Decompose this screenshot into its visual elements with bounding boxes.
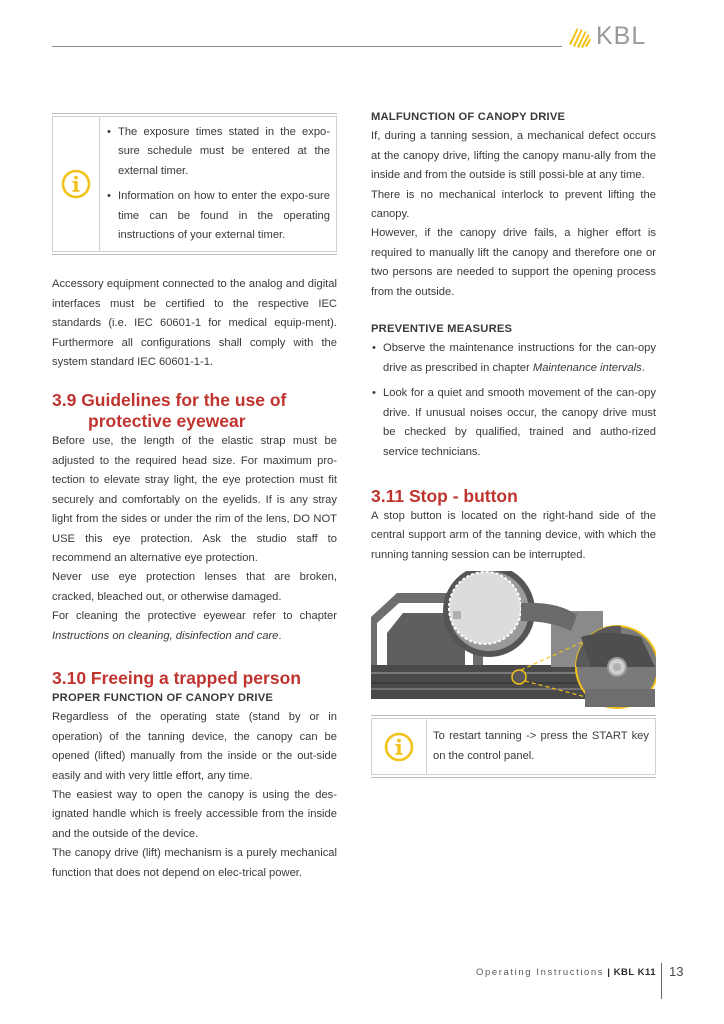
section-3-10-title: 3.10 Freeing a trapped person — [52, 667, 301, 688]
section-3-11-title: 3.11 Stop - button — [371, 485, 518, 506]
logo-text: KBL — [596, 22, 647, 50]
kbl-logo-icon — [566, 24, 592, 50]
info-icon-cell — [371, 719, 427, 774]
preventive-item-1-suffix: . — [641, 361, 645, 374]
page-number: 13 — [669, 964, 684, 979]
info-icon-cell — [52, 117, 100, 251]
section-3-9-title-line1: 3.9 Guidelines for the use of — [52, 390, 287, 411]
preventive-item-1 — [371, 339, 656, 378]
section-3-9-para3-suffix: . — [278, 629, 282, 642]
left-column — [52, 113, 337, 883]
page-footer — [0, 963, 724, 1003]
info-item-2: • Information on how to enter the expo-sure time can be found in the operating instructions of your external timer. — [106, 187, 330, 245]
footer-doc-title: Operating Instructions — [476, 967, 605, 978]
info-box-restart — [371, 715, 656, 778]
proper-function-heading: PROPER FUNCTION OF CANOPY DRIVE — [52, 691, 274, 704]
info-icon — [384, 732, 414, 762]
footer-product: KBL K11 — [613, 967, 656, 978]
malfunction-para3: However, if the canopy drive fails, a higher effort is required to manually lift the canopy and therefore one or two persons are needed to support the opening process from the outside. — [371, 227, 656, 298]
chapter-ref-maintenance: Maintenance intervals — [532, 361, 642, 374]
section-3-10-para1: Regardless of the operating state (stand by or in operation) of the tanning device, the canopy can be opened (lifted) manually from the inside or the out-side easily and with very little effort, any time. — [52, 711, 337, 782]
section-3-9-para1: Before use, the length of the elastic strap must be adjusted to the required head size. For maximum pro-tection to elevate stray light, the eye protection must fit securely and comfortably on the eyelids. If is any stray light from the sides or under the rim of the lens, DO NOT USE this eye protection. Ask the studio staff to recommend an alternative eye protection. — [52, 435, 337, 564]
section-3-9-para2: Never use eye protection lenses that are broken, cracked, bleached out, or otherwise damaged. — [52, 571, 337, 603]
header-rule — [52, 46, 562, 47]
malfunction-para1: If, during a tanning session, a mechanical defect occurs at the canopy drive, lifting the canopy manu-ally from the inside and from the outside is still possi-ble at any time. — [371, 130, 656, 182]
chapter-ref-cleaning: Instructions on cleaning, disinfection and care — [52, 629, 279, 642]
info-icon — [61, 169, 91, 199]
malfunction-para2: There is no mechanical interlock to prevent lifting the canopy. — [371, 188, 656, 221]
stop-button-photo — [371, 571, 656, 709]
footer-separator: | — [604, 967, 614, 978]
preventive-item-1-text: Observe the maintenance instructions for the can-opy drive as prescribed in chapter — [383, 342, 656, 374]
section-3-11-para1: A stop button is located on the right-hand side of the central support arm of the tanning device, with which the running tanning session can be interrupted. — [371, 509, 656, 561]
restart-note: To restart tanning -> press the START key on the control panel. — [433, 730, 649, 762]
info-item-1: • The exposure times stated in the expo-sure schedule must be entered at the external timer. — [106, 123, 330, 181]
section-3-9-para3-prefix: For cleaning the protective eyewear refer to chapter — [52, 610, 337, 623]
section-3-10-para2: The easiest way to open the canopy is using the des-ignated handle which is freely accessible from the inside and the outside of the device. — [52, 788, 337, 840]
section-3-9-title-line2: protective eyewear — [88, 411, 246, 432]
malfunction-heading: MALFUNCTION OF CANOPY DRIVE — [371, 111, 566, 123]
footer-rule — [661, 963, 662, 999]
section-3-9-title — [52, 390, 337, 432]
accessory-paragraph: Accessory equipment connected to the analog and digital interfaces must be certified to the respective IEC standards (i.e. IEC 60601-1 for medical equip-ment). Furthermore all configurations shall comply with the system standard IEC 60601-1-1. — [52, 278, 337, 369]
kbl-logo — [566, 22, 646, 51]
preventive-item-2: • Look for a quiet and smooth movement of the can-opy drive. If unusual noises occur, the canopy drive must be checked by qualified, trained and autho-rized service technicians. — [371, 384, 656, 462]
preventive-heading: PREVENTIVE MEASURES — [371, 323, 513, 336]
footer-label — [476, 967, 656, 978]
section-3-10-para3: The canopy drive (lift) mechanism is a purely mechanical function that does not depend on elec-trical power. — [52, 847, 337, 879]
right-column — [371, 108, 656, 778]
section-3-9-para3 — [52, 607, 337, 646]
info-box-exposure — [52, 113, 337, 255]
